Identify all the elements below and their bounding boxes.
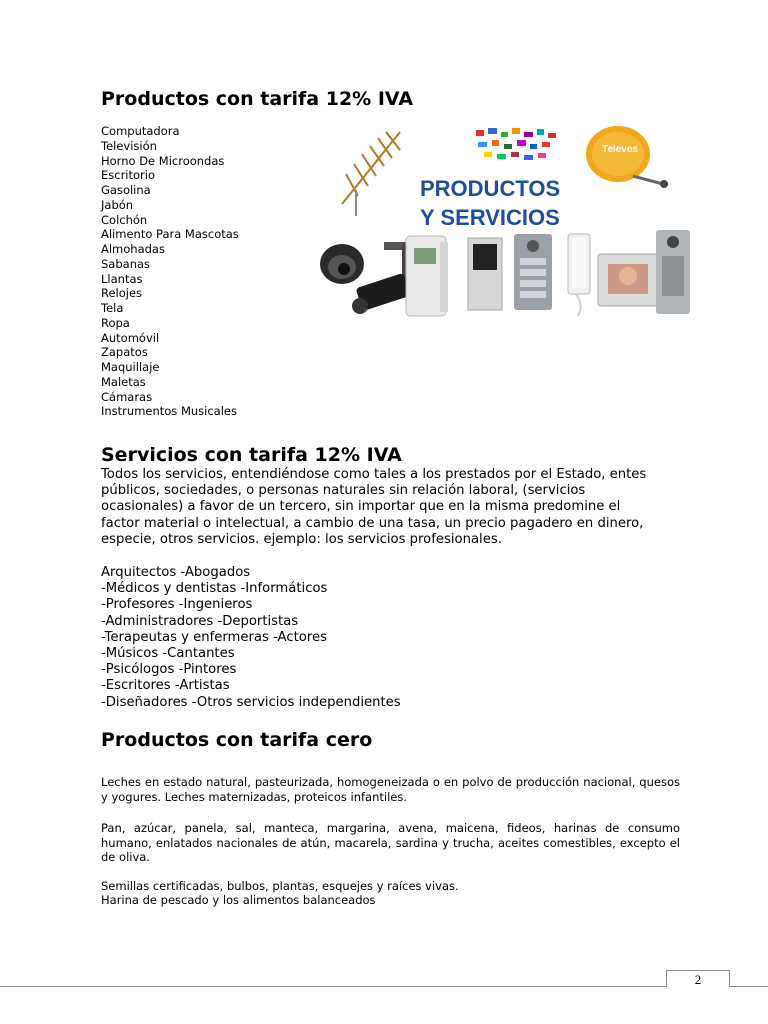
list-item: Automóvil xyxy=(101,330,160,345)
list-item: Gasolina xyxy=(101,183,151,197)
list-item: -Profesores -Ingenieros xyxy=(101,597,253,613)
page-number: 2 xyxy=(694,972,702,987)
list-item: -Músicos -Cantantes xyxy=(101,646,235,662)
products-12-list xyxy=(101,124,239,419)
list-item: Almohadas xyxy=(101,242,165,256)
list-item: Ropa xyxy=(101,315,130,330)
services-paragraph: Todos los servicios, entendiéndose como tales a los prestados por el Estado, entes públicos, sociedades, o personas naturales sin relación laboral, (servicios ocasionales) a favor de un tercero, sin importar que en la misma predomine el factor material o intelectual, a cambio de una tasa, un precio pagadero en dinero, especie, otros servicios. ejemplo: los servicios profesionales. xyxy=(101,467,647,547)
collage-heading-line2: Y SERVICIOS xyxy=(420,205,560,230)
zero-rate-paragraph-1: Leches en estado natural, pasteurizada, homogeneizada o en polvo de producción nacional, quesos y yogures. Leches maternizadas, proteicos infantiles. xyxy=(101,775,680,804)
door-panel-icon xyxy=(514,234,552,310)
list-item: Relojes xyxy=(101,286,143,301)
antenna-icon xyxy=(342,132,400,216)
list-item: -Administradores -Deportistas xyxy=(101,613,299,629)
keypad-panel-icon xyxy=(656,230,690,314)
professions-list xyxy=(101,565,401,711)
list-item: Instrumentos Musicales xyxy=(101,404,237,419)
list-item: Llantas xyxy=(101,271,143,286)
list-item: -Psicólogos -Pintores xyxy=(101,662,237,678)
bullet-camera-icon xyxy=(352,242,410,314)
tv-channels-icon xyxy=(476,128,556,160)
intercom-handset-icon xyxy=(406,236,448,316)
list-item: Colchón xyxy=(101,212,148,227)
list-item: Televisión xyxy=(101,138,157,153)
satellite-dish-icon xyxy=(586,126,668,188)
video-monitor-icon xyxy=(468,238,502,310)
products-services-collage xyxy=(318,124,694,324)
face-monitor-icon xyxy=(598,254,660,306)
list-item: -Diseñadores -Otros servicios independientes xyxy=(101,694,401,710)
zero-rate-last-line: Harina de pescado y los alimentos balanceados xyxy=(101,893,376,907)
list-item: Arquitectos -Abogados xyxy=(101,565,251,580)
footer-rule xyxy=(0,986,768,987)
list-item: -Escritores -Artistas xyxy=(101,678,230,694)
list-item: Maletas xyxy=(101,374,146,389)
collage-heading-line1: PRODUCTOS xyxy=(420,176,561,201)
list-item: Alimento Para Mascotas xyxy=(101,227,239,242)
page-number-box xyxy=(666,970,730,987)
section-title-productos-12: Productos con tarifa 12% IVA xyxy=(101,88,414,110)
list-item: Escritorio xyxy=(101,168,156,183)
list-item: -Médicos y dentistas -Informáticos xyxy=(101,581,328,597)
list-item: Cámaras xyxy=(101,389,153,404)
list-item: Jabón xyxy=(101,197,134,212)
wall-phone-icon xyxy=(568,234,590,316)
list-item: -Terapeutas y enfermeras -Actores xyxy=(101,629,327,645)
list-item: Sabanas xyxy=(101,256,151,271)
section-title-tarifa-cero: Productos con tarifa cero xyxy=(101,729,373,751)
section-title-servicios-12: Servicios con tarifa 12% IVA xyxy=(101,444,402,466)
dish-brand-label: Televes xyxy=(602,144,638,155)
dome-camera-icon xyxy=(320,244,364,284)
list-item: Zapatos xyxy=(101,345,148,360)
zero-rate-paragraph-2: Pan, azúcar, panela, sal, manteca, margarina, avena, maicena, fideos, harinas de consumo humano, enlatados nacionales de atún, macarela, sardina y trucha, aceites comestibles, excepto el de oliva. xyxy=(101,821,680,865)
list-item: Tela xyxy=(101,301,124,315)
list-item: Computadora xyxy=(101,124,180,138)
list-item: Maquillaje xyxy=(101,360,160,374)
list-item: Horno De Microondas xyxy=(101,153,225,168)
zero-rate-paragraph-3: Semillas certificadas, bulbos, plantas, esquejes y raíces vivas. xyxy=(101,879,459,893)
